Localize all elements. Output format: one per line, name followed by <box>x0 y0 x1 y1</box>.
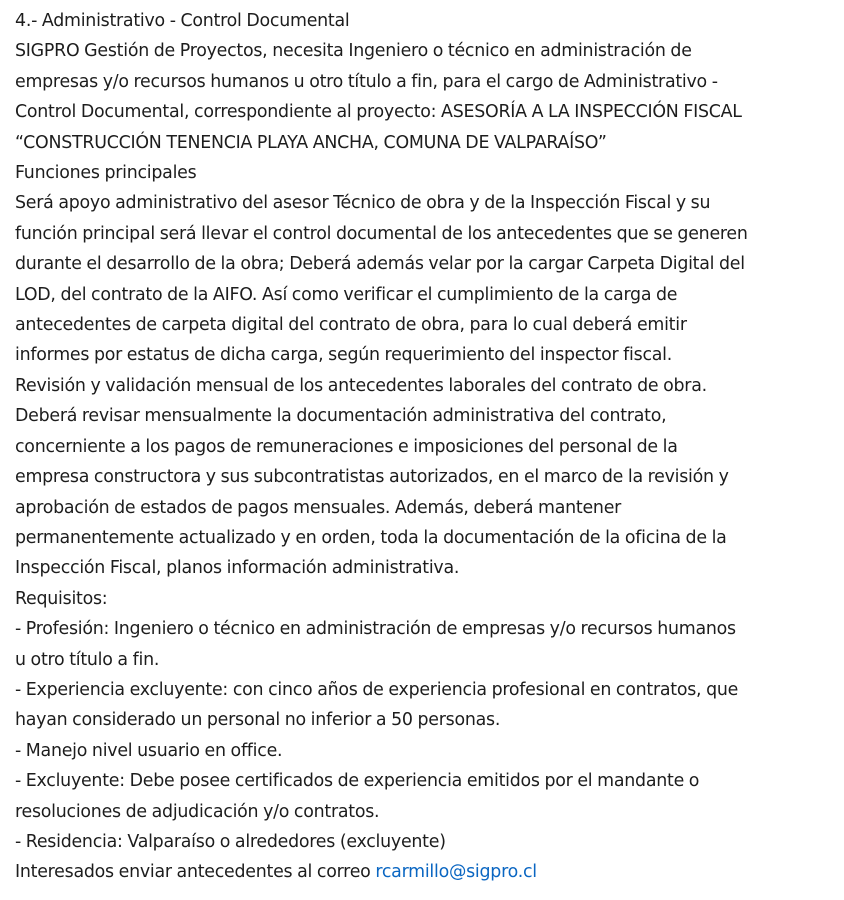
contact-prefix: Interesados enviar antecedentes al correo <box>15 862 376 883</box>
post-line: “CONSTRUCCIÓN TENENCIA PLAYA ANCHA, COMUNA DE VALPARAÍSO” <box>15 132 607 153</box>
post-line: Control Documental, correspondiente al proyecto: ASESORÍA A LA INSPECCIÓN FISCAL <box>15 102 742 123</box>
post-line: aprobación de estados de pagos mensuales. Además, deberá mantener <box>15 497 622 518</box>
requirement-item: - Manejo nivel usuario en office. <box>15 740 283 761</box>
post-line: LOD, del contrato de la AIFO. Así como verificar el cumplimiento de la carga de <box>15 284 678 305</box>
post-line: permanentemente actualizado y en orden, toda la documentación de la oficina de la <box>15 527 727 548</box>
post-line: durante el desarrollo de la obra; Deberá además velar por la cargar Carpeta Digital del <box>15 254 745 275</box>
post-line: informes por estatus de dicha carga, según requerimiento del inspector fiscal. <box>15 345 673 366</box>
section-heading-requisitos: Requisitos: <box>15 588 108 609</box>
requirement-item: resoluciones de adjudicación y/o contratos. <box>15 801 380 822</box>
requirement-item: - Residencia: Valparaíso o alrededores (excluyente) <box>15 831 446 852</box>
post-line: empresas y/o recursos humanos u otro título a fin, para el cargo de Administrativo - <box>15 71 718 92</box>
post-line: Inspección Fiscal, planos información administrativa. <box>15 558 460 579</box>
requirement-item: - Excluyente: Debe posee certificados de experiencia emitidos por el mandante o <box>15 771 700 792</box>
contact-line <box>15 857 836 887</box>
post-heading: 4.- Administrativo - Control Documental <box>15 11 350 31</box>
requirement-item: - Experiencia excluyente: con cinco años de experiencia profesional en contratos, que <box>15 679 739 700</box>
requirement-item: u otro título a fin. <box>15 649 160 670</box>
post-line: Deberá revisar mensualmente la documentación administrativa del contrato, <box>15 406 667 427</box>
requirement-item: - Profesión: Ingeniero o técnico en administración de empresas y/o recursos humanos <box>15 619 736 640</box>
post-line: empresa constructora y sus subcontratistas autorizados, en el marco de la revisión y <box>15 467 729 488</box>
post-line: función principal será llevar el control documental de los antecedentes que se generen <box>15 223 748 244</box>
post-line: concerniente a los pagos de remuneraciones e imposiciones del personal de la <box>15 436 678 457</box>
post-line: Será apoyo administrativo del asesor Técnico de obra y de la Inspección Fiscal y su <box>15 193 711 214</box>
email-link[interactable]: rcarmillo@sigpro.cl <box>375 862 537 883</box>
post-line: antecedentes de carpeta digital del contrato de obra, para lo cual deberá emitir <box>15 315 687 336</box>
section-heading-funciones: Funciones principales <box>15 163 197 184</box>
requirement-item: hayan considerado un personal no inferior a 50 personas. <box>15 710 501 731</box>
post-line: Revisión y validación mensual de los antecedentes laborales del contrato de obra. <box>15 375 707 396</box>
post-line: SIGPRO Gestión de Proyectos, necesita Ingeniero o técnico en administración de <box>15 41 692 62</box>
